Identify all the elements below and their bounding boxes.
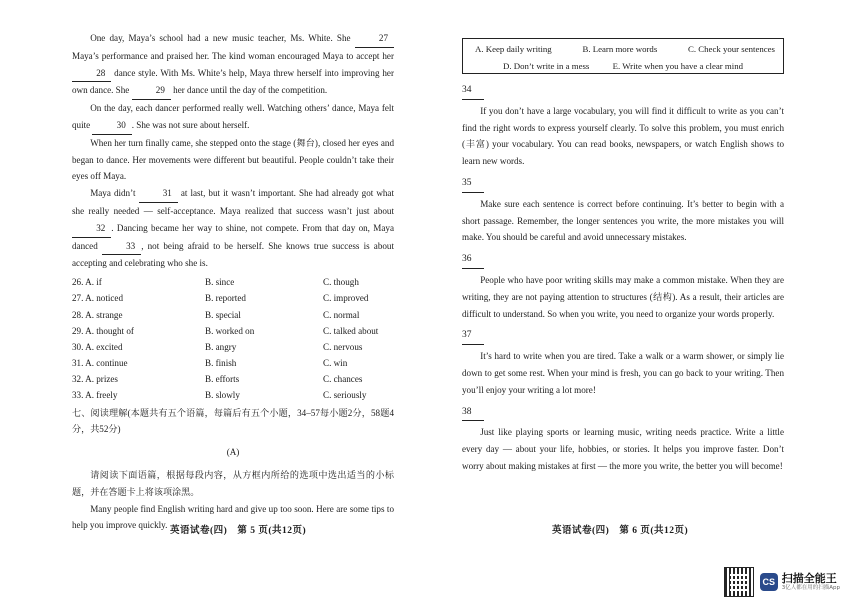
tip-paragraph: People who have poor writing skills may make a common mistake. When they are writing, they are not paying attention to structures (结构). As a result, their articles are difficult to understand. So when you write, you need to organize your words properly.: [462, 274, 784, 319]
heading-option-a: A. Keep daily writing: [475, 44, 552, 54]
question-number: 36: [462, 251, 484, 269]
cloze-options: [72, 274, 394, 404]
heading-option-c: C. Check your sentences: [688, 44, 775, 54]
qr-code-icon: [724, 567, 754, 597]
cloze-paragraph-4: Maya didn’t 31 at last, but it wasn’t important. She had already got what she really needed — self-acceptance. Maya realized that success wasn’t just about 32 . Dancing became her way to shine, not compete. From that day on, Maya danced 33 , not being afraid to be herself. She knows true success is about accepting and celebrating who she is.: [72, 185, 394, 272]
heading-option-b: B. Learn more words: [582, 44, 658, 54]
right-page: [462, 30, 784, 478]
cloze-paragraph-3: When her turn finally came, she stepped onto the stage (舞台), closed her eyes and began to dance. Her movements were different but beautiful. People couldn’t take their eyes off Maya.: [72, 137, 394, 182]
heading-option-d: D. Don’t write in a mess: [503, 61, 590, 71]
cloze-paragraph-2: On the day, each dancer performed really well. Watching others’ dance, Maya felt quite 30 . She was not sure about herself.: [72, 100, 394, 135]
blank-30: 30: [92, 117, 131, 135]
passage-intro: Many people find English writing hard and give up too soon. Here are some tips to help you improve quickly.: [72, 503, 394, 531]
blank-27: 27: [355, 30, 394, 48]
tip-paragraph: It’s hard to write when you are tired. Take a walk or a warm shower, or simply lie down to get some rest. When your mind is fresh, you can go back to your writing. Then you’ll enjoy your writing a lot more!: [462, 351, 784, 395]
option-row-29: 29. A. thought of B. worked on C. talked about: [72, 325, 379, 336]
scanner-watermark: [724, 567, 840, 597]
section-heading: 七、阅读理解(本题共有五个语篇，每篇后有五个小题，34–57每小题2分，58题4分，共52分): [72, 407, 394, 435]
question-number: 34: [462, 82, 484, 100]
blank-29: 29: [132, 82, 171, 100]
option-row-26: 26. A. if B. since C. though: [72, 277, 359, 288]
question-number: 38: [462, 404, 484, 422]
left-page: [72, 30, 394, 534]
option-row-27: 27. A. noticed B. reported C. improved: [72, 293, 369, 304]
page-footer-right: 英语试卷(四) 第 6 页(共12页): [552, 526, 689, 536]
tip-section-35: [462, 173, 784, 246]
option-row-28: 28. A. strange B. special C. normal: [72, 309, 360, 320]
instructions: 请阅读下面语篇，根据每段内容，从方框内所给的选项中选出适当的小标题，并在答题卡上将该项涂黑。: [72, 470, 394, 497]
blank-33: 33: [102, 238, 141, 256]
option-row-31: 31. A. continue B. finish C. win: [72, 358, 348, 369]
page-footer-left: 英语试卷(四) 第 5 页(共12页): [170, 526, 307, 536]
tip-paragraph: Just like playing sports or learning music, writing needs practice. Write a little every day — about your life, hobbies, or stories. It helps you improve faster. Don’t worry about making mistakes at first — the more you write, the better you will become!: [462, 427, 784, 471]
blank-28: 28: [72, 65, 111, 83]
tip-paragraph: Make sure each sentence is correct before continuing. It’s better to begin with a short passage. Remember, the longer sentences you write, the more mistakes you will make. You should be careful and avoid unnecessary mistakes.: [462, 198, 784, 243]
blank-32: 32: [72, 220, 111, 238]
cloze-paragraph-1: One day, Maya’s school had a new music teacher, Ms. White. She 27 Maya’s performance and praised her. The kind woman encouraged Maya to accept her 28 dance style. With Ms. White’s help, Maya threw herself into improving her own dance. She 29 her dance until the day of the competition.: [72, 30, 394, 100]
tip-paragraph: If you don’t have a large vocabulary, you will find it difficult to write as you can’t find the right words to express yourself clearly. To solve this problem, you must enrich (丰富) your vocabulary. You can read books, newspapers, or watch English shows to learn new words.: [462, 105, 784, 167]
option-row-33: 33. A. freely B. slowly C. seriously: [72, 390, 367, 401]
camscanner-logo: CS: [760, 573, 778, 591]
passage-label: (A): [226, 447, 240, 458]
tip-section-36: [462, 249, 784, 322]
option-row-32: 32. A. prizes B. efforts C. chances: [72, 374, 363, 385]
scanner-app-name: 扫描全能王: [781, 572, 837, 585]
scanner-tagline: 3亿人都在用的扫描App: [781, 585, 840, 591]
option-row-30: 30. A. excited B. angry C. nervous: [72, 341, 363, 352]
tip-section-37: [462, 325, 784, 398]
tip-section-38: [462, 402, 784, 475]
tip-section-34: [462, 80, 784, 170]
question-number: 37: [462, 327, 484, 345]
heading-option-e: E. Write when you have a clear mind: [612, 61, 743, 71]
question-number: 35: [462, 175, 484, 193]
blank-31: 31: [139, 185, 178, 203]
heading-options-box: [462, 38, 784, 74]
